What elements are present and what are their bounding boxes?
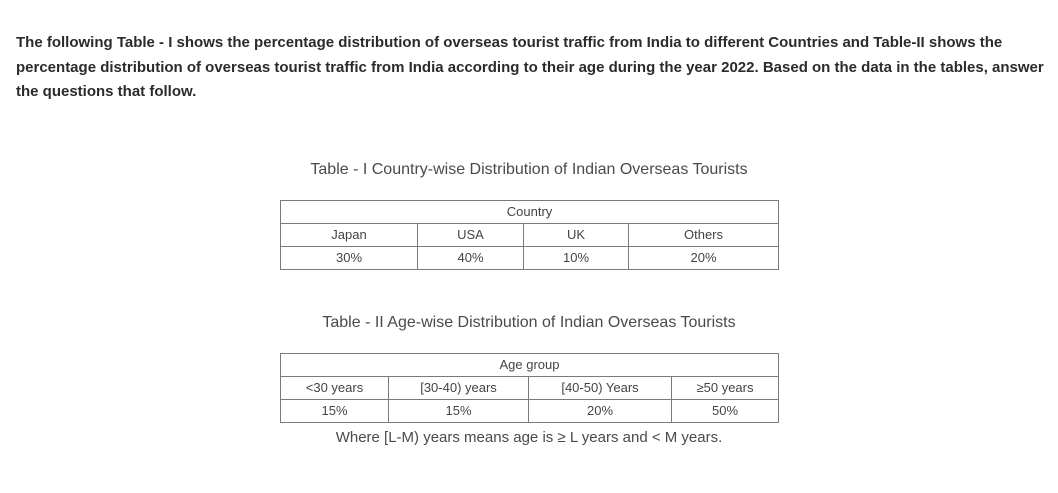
country-header-uk: UK	[524, 224, 629, 247]
table-row	[281, 247, 779, 270]
country-value-usa: 40%	[418, 247, 524, 270]
age-value-40-50: 20%	[529, 400, 672, 423]
table-1-caption: Table - I Country-wise Distribution of Indian Overseas Tourists	[310, 161, 748, 178]
age-header-40-50: [40-50) Years	[529, 377, 672, 400]
age-header-50-plus: ≥50 years	[672, 377, 779, 400]
age-value-30-40: 15%	[389, 400, 529, 423]
table-row	[281, 377, 779, 400]
country-value-others: 20%	[629, 247, 779, 270]
country-distribution-table	[280, 200, 779, 270]
country-header-usa: USA	[418, 224, 524, 247]
age-range-note: Where [L-M) years means age is ≥ L years and < M years.	[335, 429, 723, 446]
age-group-header: Age group	[281, 354, 779, 377]
table-2-caption: Table - II Age-wise Distribution of Indian Overseas Tourists	[322, 314, 736, 331]
country-value-japan: 30%	[281, 247, 418, 270]
age-header-30-40: [30-40) years	[389, 377, 529, 400]
table-row	[281, 354, 779, 377]
age-value-under-30: 15%	[281, 400, 389, 423]
age-value-50-plus: 50%	[672, 400, 779, 423]
table-row	[281, 201, 779, 224]
table-row	[281, 400, 779, 423]
age-distribution-table	[280, 353, 779, 423]
country-value-uk: 10%	[524, 247, 629, 270]
country-group-header: Country	[281, 201, 779, 224]
table-row	[281, 224, 779, 247]
country-header-japan: Japan	[281, 224, 418, 247]
age-header-under-30: <30 years	[281, 377, 389, 400]
country-header-others: Others	[629, 224, 779, 247]
question-intro: The following Table - I shows the percentage distribution of overseas tourist traffic from India to different Countries and Table-II shows the percentage distribution of overseas tourist traffic from India according to their age during the year 2022. Based on the data in the tables, answer the questions that follow.	[16, 34, 1044, 100]
